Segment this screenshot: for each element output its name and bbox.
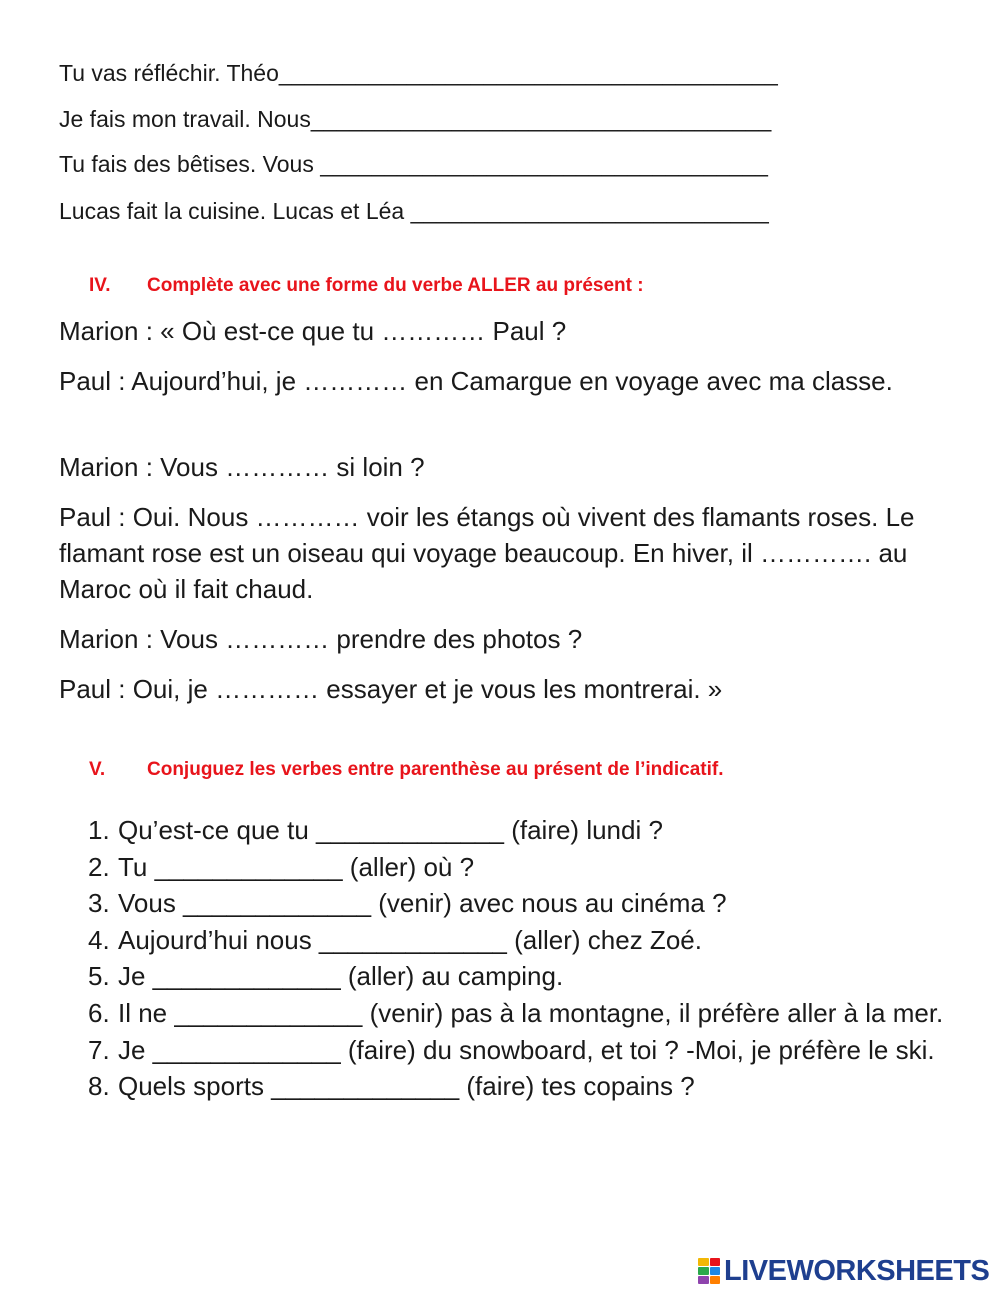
list-item (88, 1068, 948, 1105)
section-v-title: Conjuguez les verbes entre parenthèse au présent de l’indicatif. (147, 759, 724, 780)
list-item (88, 885, 948, 922)
list-item-number: 2. (88, 851, 110, 882)
list-item (88, 922, 948, 959)
logo-block (710, 1276, 721, 1284)
list-item-text: Je _____________ (aller) au camping. (118, 961, 564, 992)
conjugation-list (88, 812, 948, 1105)
transform-line-1: Tu vas réfléchir. Théo_______________________________________ (59, 60, 778, 86)
list-item (88, 1032, 948, 1069)
dialog-line-5: Marion : Vous ………… prendre des photos ? (59, 624, 583, 654)
section-iv-numeral: IV. (89, 275, 111, 296)
list-item-number: 3. (88, 888, 110, 919)
transform-line-3: Tu fais des bêtises. Vous ___________________________________ (59, 151, 768, 177)
list-item-text: Quels sports _____________ (faire) tes copains ? (118, 1071, 695, 1102)
list-item-text: Il ne _____________ (venir) pas à la montagne, il préfère aller à la mer. (118, 997, 944, 1028)
section-v-heading (89, 759, 724, 781)
list-item (88, 995, 948, 1032)
dialog-line-2: Paul : Aujourd’hui, je ………… en Camargue en voyage avec ma classe. (59, 366, 893, 396)
list-item-text: Vous _____________ (venir) avec nous au cinéma ? (118, 888, 727, 919)
section-iv-title: Complète avec une forme du verbe ALLER au présent : (147, 275, 644, 296)
dialog-line-6: Paul : Oui, je ………… essayer et je vous les montrerai. » (59, 674, 723, 704)
list-item-number: 1. (88, 815, 110, 845)
list-item-number: 5. (88, 961, 110, 992)
transform-line-2: Je fais mon travail. Nous____________________________________ (59, 106, 772, 132)
logo-block (698, 1267, 709, 1275)
list-item-text: Aujourd’hui nous _____________ (aller) chez Zoé. (118, 924, 702, 955)
dialog-line-4: Paul : Oui. Nous ………… voir les étangs où vivent des flamants roses. Le flamant rose est un oiseau qui voyage beaucoup. En hiver, il …………. au Maroc où il fait chaud. (59, 502, 915, 604)
logo-block (710, 1258, 721, 1266)
logo-block (698, 1258, 709, 1266)
section-v-numeral: V. (89, 759, 106, 780)
logo-block (698, 1276, 709, 1284)
list-item-text: Je _____________ (faire) du snowboard, et toi ? -Moi, je préfère le ski. (118, 1034, 935, 1065)
logo-block (710, 1267, 721, 1275)
list-item-text: Qu’est-ce que tu _____________ (faire) lundi ? (118, 815, 663, 845)
list-item-number: 8. (88, 1071, 110, 1102)
list-item-number: 7. (88, 1034, 110, 1065)
list-item-number: 6. (88, 997, 110, 1028)
list-item (88, 958, 948, 995)
transform-line-4: Lucas fait la cuisine. Lucas et Léa ____________________________ (59, 198, 769, 224)
dialog-line-3: Marion : Vous ………… si loin ? (59, 452, 425, 482)
list-item (88, 812, 948, 849)
logo-blocks-icon (698, 1258, 720, 1284)
dialog-line-1: Marion : « Où est-ce que tu ………… Paul ? (59, 316, 567, 346)
section-iv-heading (89, 275, 644, 297)
list-item-text: Tu _____________ (aller) où ? (118, 851, 475, 882)
list-item-number: 4. (88, 924, 110, 955)
liveworksheets-logo[interactable] (698, 1255, 989, 1287)
list-item (88, 849, 948, 886)
logo-text: LIVEWORKSHEETS (724, 1254, 990, 1287)
